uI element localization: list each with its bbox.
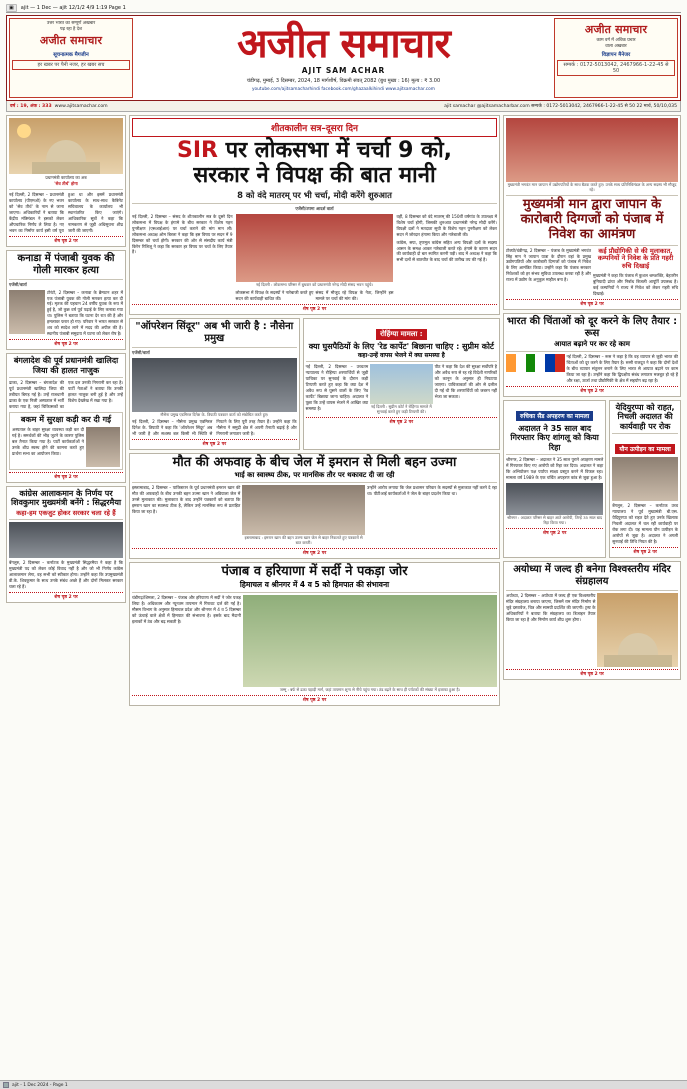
window-statusbar (0, 1080, 687, 1089)
lead-headline-rest: पर लोकसभा में चर्चा 9 को, (225, 138, 453, 163)
karnataka-headline: कांग्रेस आलाकमान के निर्णय पर शिवकुमार मुख्यमंत्री बनेंगे : सिद्धरमैया (10, 488, 122, 508)
lead-body-2: वहीं, 8 दिसम्बर को वंदे मातरम् की 150वीं वर्षगांठ के उपलक्ष्य में विशेष चर्चा होगी, जिसकी शुरुआत प्रधानमंत्री नरेन्द्र मोदी करेंगे। विपक्षी दलों ने मतदाता सूची के विशेष गहन पुनरीक्षण को लेकर सदन में जोरदार हंगामा किया और नारेबाजी की। (396, 213, 497, 237)
canada-more-link[interactable]: शेष पृष्ठ 2 पर (9, 339, 123, 347)
yediyurappa-body: बेंगलुरु, 2 दिसम्बर – कर्नाटक उच्च न्यायालय ने पूर्व मुख्यमंत्री बी.एस. येदियुरप्पा को राहत देते हुए उनके खिलाफ निचली अदालत में चल रही कार्यवाही पर रोक लगा दी। यह मामला यौन उत्पीड़न के आरोपों से जुड़ा है। अदालत ने अगली सुनवाई की तिथि नियत की है। (612, 503, 678, 545)
khaleda-sub-headline: बकम में सुरक्षा कड़ी कर दी गई (20, 415, 112, 425)
ayodhya-headline: अयोध्या में जल्द ही बनेगा विश्वस्तरीय मंदिर संग्रहालय (513, 563, 671, 587)
canada-byline: एजेंसी/वार्ता (9, 281, 27, 287)
navy-chief-photo (132, 358, 297, 412)
cm-japan-more-link[interactable]: शेष पृष्ठ 2 पर (506, 299, 678, 307)
cm-japan-body: टोक्यो/चंडीगढ़, 2 दिसम्बर – पंजाब के मुख्यमंत्री भगवंत सिंह मान ने जापान यात्रा के दौरान वहां के प्रमुख उद्योगपतियों और कारोबारी दिग्गजों को पंजाब में निवेश के लिए आमंत्रित किया। उन्होंने कहा कि पंजाब सरकार निवेशकों को हर संभव सुविधा उपलब्ध करवा रही है और राज्य में उद्योग के अनुकूल माहौल बना है। (506, 247, 591, 283)
lead-col-photo (236, 214, 394, 302)
rohingya-body-2: पीठ ने कहा कि देश की सुरक्षा सर्वोपरि है और अवैध रूप से रह रहे विदेशी नागरिकों को कानून के अनुसार ही निपटाया जाएगा। याचिकाकर्ता की ओर से दलील दी गई थी कि शरणार्थियों को जबरन नहीं भेजा जा सकता। (434, 364, 498, 399)
titlebar-icon: ▣ (6, 4, 17, 12)
lead-body-1: नई दिल्ली, 2 दिसम्बर – संसद के शीतकालीन सत्र के दूसरे दिन लोकसभा में विपक्ष के हंगामे के बीच सरकार ने विशेष गहन पुनरीक्षण (एसआईआर) पर चर्चा कराने की मांग मान ली। लोकसभा अध्यक्ष ओम बिरला ने कहा कि इस विषय पर सदन में 9 दिसम्बर को चर्चा होगी। सरकार की ओर से संसदीय कार्य मंत्री किरेन रिजिजू ने कहा कि सरकार हर विषय पर चर्चा के लिए तैयार है। (132, 213, 233, 255)
session-banner: शीतकालीन सत्र–दूसरा दिन (132, 118, 497, 137)
weather-subhead: हिमाचल व श्रीनगर में 4 व 5 को हिमपात की संभावना (239, 579, 390, 589)
left-ad-sub: सूचनात्मक मैगजीन (53, 52, 89, 58)
shangloo-more-link[interactable]: शेष पृष्ठ 2 पर (506, 528, 603, 536)
india-russia-flags (506, 354, 564, 372)
russia-body: नई दिल्ली, 2 दिसम्बर – रूस ने कहा है कि वह व्यापार से जुड़ी भारत की चिंताओं को दूर करने के लिए तैयार है। रूसी राजदूत ने कहा कि दोनों देशों के बीच व्यापार संतुलन बनाने के लिए भारत से आयात बढ़ाने पर काम किया जा रहा है। उन्होंने कहा कि द्विपक्षीय संबंध लगातार मजबूत हो रहे हैं और रक्षा, ऊर्जा तथा प्रौद्योगिकी के क्षेत्र में सहयोग बढ़ रहा है। (566, 353, 678, 383)
navy-more-link[interactable]: शेष पृष्ठ 2 पर (132, 439, 297, 447)
russia-more-link[interactable]: शेष पृष्ठ 2 पर (506, 386, 678, 394)
lead-more-link[interactable]: शेष पृष्ठ 2 पर (132, 304, 497, 312)
right-ad-line1: काम वर्ग में अधिक प्रचार (596, 38, 636, 43)
yediyurappa-photo (612, 457, 678, 501)
left-ad-line2: पढ़ रहा है देश (59, 26, 83, 32)
shangloo-photo (506, 483, 603, 515)
lead-subhead: 8 को वंदे मातरम् पर भी चर्चा, मोदी करेंगे शुरुआत (237, 190, 392, 201)
lead-parliament-photo (236, 214, 394, 282)
yediyurappa-more-link[interactable]: शेष पृष्ठ 2 पर (612, 547, 678, 555)
masthead-left-ad (9, 18, 133, 98)
status-text: ajit - 1 Dec 2024 - Page 1 (12, 1082, 68, 1088)
lead-headline-sir: SIR (176, 138, 218, 163)
rohingya-subhead: कहा-उन्हें वापस भेजने में क्या समस्या है (357, 352, 445, 360)
left-story-canada (6, 250, 126, 351)
navy-byline: एजेंसी/वार्ता (132, 349, 150, 355)
lead-headline-line1 (132, 139, 497, 164)
lead-sidecap-left: लोकसभा में विपक्ष के सदस्यों ने नारेबाजी करते हुए सदन की कार्यवाही बाधित की। (235, 289, 314, 301)
lead-byline: एजेंसी/उपमा आदर्श वार्ता (295, 205, 334, 211)
center-row-2 (129, 318, 500, 451)
karnataka-photo (9, 522, 123, 558)
navy-photo-caption: नौसेना प्रमुख एडमिरल दिनेश के. त्रिपाठी पत्रकार वार्ता को संबोधित करते हुए। (160, 411, 269, 417)
russia-subhead: आयात बढ़ाने पर कर रहे काम (554, 339, 630, 348)
supreme-court-photo (370, 364, 432, 404)
karnataka-subhead: कहा-हम एकजुट होकर सरकार चला रहे हैं (16, 508, 116, 517)
weather-story (129, 562, 500, 706)
window-titlebar (6, 4, 681, 13)
cm-japan-body-2: मुख्यमंत्री ने कहा कि पंजाब में कुशल श्रमशक्ति, बेहतरीन बुनियादी ढांचा और निर्बाध बिजली आपूर्ति उपलब्ध है। कई कम्पनियों ने राज्य में निवेश को लेकर गहरी रुचि दिखाई। (593, 272, 678, 296)
imran-story (129, 453, 500, 559)
right-ad-box: सम्पर्क : 0172-5013042, 2467966-1-22-45 से 50 (557, 60, 675, 76)
lead-photo-caption: नई दिल्ली : लोकसभा परिसर में बुधवार को प्रधानमंत्री नरेन्द्र मोदी संसद भवन पहुंचे। (256, 281, 373, 287)
yediyurappa-headline: येदियुरप्पा को राहत, निचली अदालत की कार्यवाही पर रोक (615, 402, 675, 431)
khaleda-more-link[interactable]: शेष पृष्ठ 2 पर (9, 472, 123, 480)
karnataka-more-link[interactable]: शेष पृष्ठ 2 पर (9, 592, 123, 600)
navy-story (129, 318, 300, 451)
lead-headline-line2: सरकार ने विपक्ष की बात मानी (193, 162, 436, 188)
ayodhya-body: अयोध्या, 2 दिसम्बर – अयोध्या में जल्द ही एक विश्वस्तरीय मंदिर संग्रहालय बनाया जाएगा, जिसमें राम मंदिर निर्माण से जुड़े दस्तावेज, चित्र और सामग्री प्रदर्शित की जाएगी। ट्रस्ट के अधिकारियों ने बताया कि संग्रहालय का डिजाइन तैयार किया जा रहा है और निर्माण कार्य शीघ्र शुरू होगा। (506, 592, 596, 622)
shangloo-body: श्रीनगर, 2 दिसम्बर – अदालत ने 35 साल पुराने अपहरण मामले में गिरफ्तार किए गए आरोपी को रिहा कर दिया। अदालत ने कहा कि अभियोजन पक्ष पर्याप्त साक्ष्य प्रस्तुत करने में विफल रहा। मामला वर्ष 1989 के एक चर्चित अपहरण कांड से जुड़ा हुआ है। (506, 457, 604, 481)
left-story-khaleda (6, 353, 126, 483)
pmo-more-link[interactable]: शेष पृष्ठ 2 पर (9, 236, 123, 244)
ram-mandir-photo (597, 593, 678, 667)
russia-headline: भारत की चिंताओं को दूर करने के लिए तैयार : रूस (506, 315, 678, 339)
ribbon-contact: ajit samachar @ajitsamacharbar.com सम्पर्क : 0172-5013042, 2467966-1-22-45 से 50 22 मार्च, 50/10,035 (444, 104, 677, 109)
rohingya-kicker: रोहिंग्या मामला : (376, 329, 426, 340)
status-icon (3, 1082, 9, 1088)
imran-body-1: इस्लामाबाद, 2 दिसम्बर – पाकिस्तान के पूर्व प्रधानमंत्री इमरान खान की मौत की अफवाहों के बीच उनकी बहन उज्मा खान ने अडियाला जेल में उनसे मुलाकात की। मुलाकात के बाद उन्होंने पत्रकारों को बताया कि इमरान खान का स्वास्थ्य ठीक है, लेकिन उन्हें मानसिक रूप से प्रताड़ित किया जा रहा है। (132, 485, 241, 515)
khaleda-headline: बंगलादेश की पूर्व प्रधानमंत्री खालिदा जिया की हालत नाजुक (13, 356, 119, 375)
khaleda-body: ढाका, 2 दिसम्बर – बंगलादेश की पूर्व प्रधानमंत्री खालिदा जिया की तबीयत बिगड़ गई है। उन्हें राजधानी ढाका के एक निजी अस्पताल में भर्ती कराया गया है, जहां चिकित्सकों का एक दल उनकी निगरानी कर रहा है। पार्टी नेताओं ने बताया कि उनकी हालत नाजुक बनी हुई है और उन्हें विशेष देखरेख में रखा गया है। (9, 380, 123, 410)
cm-japan-photo (506, 118, 678, 182)
masthead (6, 15, 681, 101)
rohingya-kicker-wrap (306, 321, 497, 340)
imran-photo-caption: इस्लामाबाद : इमरान खान की बहन उज्मा खान जेल से बाहर निकलते हुए पत्रकारों से बात करतीं। (244, 535, 363, 546)
cm-japan-headline: मुख्यमंत्री मान द्वारा जापान के कारोबारी दिग्गजों को पंजाब में निवेश का आमंत्रण (520, 196, 664, 242)
ribbon-volume: वर्ष : 19, अंक : 333 (10, 104, 52, 109)
snow-road-photo (243, 595, 497, 687)
imran-subhead: भाई का स्वास्थ्य ठीक, पर मानसिक तौर पर थकावट दी जा रही (234, 471, 395, 480)
yediyurappa-badge: यौन उत्पीड़न का मामला (615, 444, 674, 454)
rohingya-story (303, 318, 500, 451)
weather-more-link[interactable]: शेष पृष्ठ 2 पर (132, 695, 497, 703)
pmo-caption-title: प्रधानमंत्री कार्यालय का अब (45, 175, 87, 180)
masthead-center (135, 16, 552, 100)
ayodhya-story (503, 561, 681, 680)
right-ad-title: अजीत समाचार (584, 23, 648, 36)
canada-body: टोरंटो, 2 दिसम्बर – कनाडा के ब्रैम्पटन शहर में एक पंजाबी युवक की गोली मारकर हत्या कर दी गई। मृतक की पहचान 24 वर्षीय युवक के रूप में हुई है, जो कुछ वर्ष पूर्व पढ़ाई के लिए कनाडा गया था। पुलिस ने बताया कि घटना देर रात की है और हमलावर फरार हो गए। परिवार ने भारत सरकार से शव को स्वदेश लाने में मदद की अपील की है। स्थानीय पंजाबी समुदाय में घटना को लेकर रोष है। (47, 289, 123, 337)
left-ad-line1: उत्तर भारत का सम्पूर्ण अखबार (46, 21, 96, 26)
newspaper-title-english: AJIT SAM ACHAR (301, 66, 386, 76)
weather-headline: पंजाब व हरियाणा में सर्दी ने पकड़ा जोर (221, 563, 408, 579)
rohingya-photo-caption: नई दिल्ली : सुप्रीम कोर्ट ने रोहिंग्या मामले में सुनवाई करते हुए कड़ी टिप्पणी की। (370, 404, 432, 414)
lead-col-1 (132, 214, 233, 302)
navy-body: नई दिल्ली, 2 दिसम्बर – नौसेना प्रमुख एडमिरल दिनेश के. त्रिपाठी ने कहा कि 'ऑपरेशन सिंदूर' अब भी जारी है और सशस्त्र बल किसी भी स्थिति से निपटने के लिए पूरी तरह तैयार हैं। उन्होंने कहा कि नौसेना ने समुद्री क्षेत्र में अपनी तैनाती बढ़ाई है और निगरानी लगातार जारी है। (132, 419, 297, 437)
right-column (503, 115, 681, 706)
left-story-karnataka (6, 486, 126, 603)
main-grid (6, 115, 681, 706)
lead-body-3: कांग्रेस, सपा, तृणमूल कांग्रेस सहित अन्य विपक्षी दलों के सदस्य आसन के समक्ष आकर नारेबाजी करते रहे। हंगामे के कारण सदन की कार्यवाही दो बार स्थगित करनी पड़ी। बाद में अध्यक्ष ने कहा कि सभी दलों से बातचीत के बाद चर्चा की तारीख तय की गई है। (396, 239, 497, 263)
khaleda-subbox (9, 412, 123, 470)
pmo-building-photo (9, 118, 123, 174)
ribbon-website[interactable]: www.ajitsamachar.com (54, 103, 108, 109)
imran-headline: मौत की अफवाह के बीच जेल में इमरान से मिली बहन उज्मा (172, 455, 457, 471)
khaleda-photo (86, 427, 120, 467)
cm-japan-photo-caption: मुख्यमंत्री भगवंत मान जापान में उद्योगपतियों के साथ बैठक करते हुए। उनके साथ प्रतिनिधिमंडल के अन्य सदस्य भी मौजूद रहे। (507, 182, 677, 192)
masthead-edition-meta: चंडीगढ़, मुम्बई, 3 दिसम्बर, 2024, 18 मार्गशीर्ष, विक्रमी संवत् 2082 (बुध मुख्य : 16) मूल्य : ₹ 3.00 (246, 78, 441, 85)
pmo-caption-sub: 'सेव तीर्थ' होगा (54, 181, 78, 187)
navy-headline: "ऑपरेशन सिंदूर" अब भी जारी है : नौसेना प्रमुख (135, 320, 294, 344)
titlebar-text: ajit — 1 Dec — ajit 12/1/2 4/9 1:19 Page 1 (20, 4, 126, 11)
left-column (6, 115, 126, 706)
lead-col-3 (396, 214, 497, 302)
right-row-3 (503, 400, 681, 558)
left-story-pmo (6, 115, 126, 247)
cm-japan-story (503, 115, 681, 310)
masthead-right-ad (554, 18, 678, 98)
canada-victim-photo (9, 290, 45, 334)
yediyurappa-story (609, 400, 681, 558)
uzma-khan-photo (242, 485, 365, 535)
ayodhya-more-link[interactable]: शेष पृष्ठ 2 पर (506, 669, 678, 677)
newspaper-title: अजीत समाचार (237, 21, 450, 68)
masthead-social-links: youtube.com/ajitsamacharhindi facebook.com/ghazaalkihindi www.ajitsamachar.com (252, 86, 435, 92)
right-ad-sub: विज्ञापन मैनेजर (601, 52, 631, 58)
shangloo-headline: अदालत ने 35 साल बाद गिरफ्तार किए शांगलू को किया रिहा (510, 423, 599, 452)
lead-story (129, 115, 500, 315)
rohingya-more-link[interactable]: शेष पृष्ठ 2 पर (306, 417, 497, 425)
pmo-body: नई दिल्ली, 2 दिसम्बर – प्रधानमंत्री कार्यालय (पीएमओ) के नए भवन को 'सेव तीर्थ' के नाम से जाना जाएगा। अधिकारियों ने बताया कि केंद्रीय मंत्रिमंडल ने इसको लेकर औपचारिक निर्णय ले लिया है। नए भवन का निर्माण कार्य इसी वर्ष पूरा हुआ था और इसमें प्रधानमंत्री कार्यालय के साथ-साथ कैबिनेट सचिवालय के कार्यालय भी स्थानांतरित किए जाएंगे। आधिकारिक सूत्रों ने कहा कि नामकरण से जुड़ी अधिसूचना शीघ्र जारी की जाएगी। (9, 191, 123, 233)
right-ad-line2: वाला अखबार (605, 43, 627, 49)
masthead-ribbon (6, 101, 681, 112)
imran-body-2: उन्होंने आरोप लगाया कि जेल प्रशासन परिवार के सदस्यों से मुलाकात नहीं करने दे रहा था। पीटीआई कार्यकर्ताओं ने जेल के बाहर प्रदर्शन किया था। (367, 485, 497, 497)
weather-photo-caption: जम्मू : बर्फ से ढका पहाड़ी मार्ग, जहां तापमान शून्य से नीचे पहुंच गया। ठंड बढ़ने के साथ ही पर्यटकों की संख्या में इजाफा हुआ है। (279, 686, 460, 692)
shangloo-kicker: रुचिका सैंड अपहरण का मामला (516, 411, 593, 421)
lead-sidecap-right: संसद में मौजूद रहे विपक्ष के नेता, जिन्होंने इस मामले पर चर्चा की मांग की। (315, 289, 394, 301)
center-column (129, 115, 500, 706)
left-ad-title: अजीत समाचार (39, 34, 103, 47)
shangloo-story (503, 400, 606, 558)
rohingya-headline: क्या घुसपैठियों के लिए 'रेड कार्पेट' बिछाना चाहिए : सुप्रीम कोर्ट (308, 341, 494, 351)
shangloo-photo-caption: श्रीनगर : अदालत परिसर से बाहर आते आरोपी, जिन्हें 35 साल बाद रिहा किया गया। (507, 515, 603, 525)
yediyurappa-badge-wrap (612, 436, 678, 455)
left-ad-box: हर खबर पर पैनी नजर, हर खबर सच (12, 60, 130, 70)
shangloo-kicker-wrap (506, 403, 603, 422)
rohingya-body-1: नई दिल्ली, 2 दिसम्बर – उच्चतम न्यायालय ने रोहिंग्या शरणार्थियों से जुड़ी याचिका पर सुनवाई के दौरान कड़ी टिप्पणी करते हुए कहा कि क्या देश में अवैध रूप से घुसने वालों के लिए 'रेड कार्पेट' बिछाया जाना चाहिए। अदालत ने पूछा कि उन्हें वापस भेजने में आखिर क्या समस्या है। (305, 364, 369, 411)
imran-more-link[interactable]: शेष पृष्ठ 2 पर (132, 548, 497, 556)
canada-headline: कनाडा में पंजाबी युवक की गोली मारकर हत्या (17, 252, 115, 276)
weather-body: चंडीगढ़/शिमला, 2 दिसम्बर – पंजाब और हरियाणा में सर्दी ने जोर पकड़ लिया है। अधिकतम और न्यूनतम तापमान में गिरावट दर्ज की गई है। मौसम विभाग के अनुसार हिमाचल प्रदेश और श्रीनगर में 4 व 5 दिसम्बर को ऊंचाई वाले क्षेत्रों में हिमपात की संभावना है। इसके बाद मैदानी इलाकों में ठंड और बढ़ सकती है। (132, 594, 241, 624)
khaleda-sub-body: अस्पताल के बाहर सुरक्षा व्यवस्था कड़ी कर दी गई है। समर्थकों की भीड़ जुटने के कारण पुलिस बल तैनात किया गया है। पार्टी कार्यकर्ताओं ने उनके शीघ्र स्वस्थ होने की कामना करते हुए प्रार्थना सभा का आयोजन किया। (12, 426, 84, 456)
russia-story (503, 313, 681, 397)
cm-japan-callout: कई प्रौद्योगिकी से की मुलाकात, कम्पनियों ने निवेश के प्रति गहरी रुचि दिखाई (597, 246, 674, 271)
karnataka-body: बेंगलुरु, 2 दिसम्बर – कर्नाटक के मुख्यमंत्री सिद्धरमैया ने कहा है कि मुख्यमंत्री पद को लेकर कोई विवाद नहीं है और जो भी निर्णय कांग्रेस आलाकमान लेगा, वह सभी को स्वीकार होगा। उन्होंने कहा कि उपमुख्यमंत्री डी.के. शिवकुमार के साथ उनके संबंध अच्छे हैं और दोनों मिलकर सरकार चला रहे हैं। (9, 559, 123, 589)
